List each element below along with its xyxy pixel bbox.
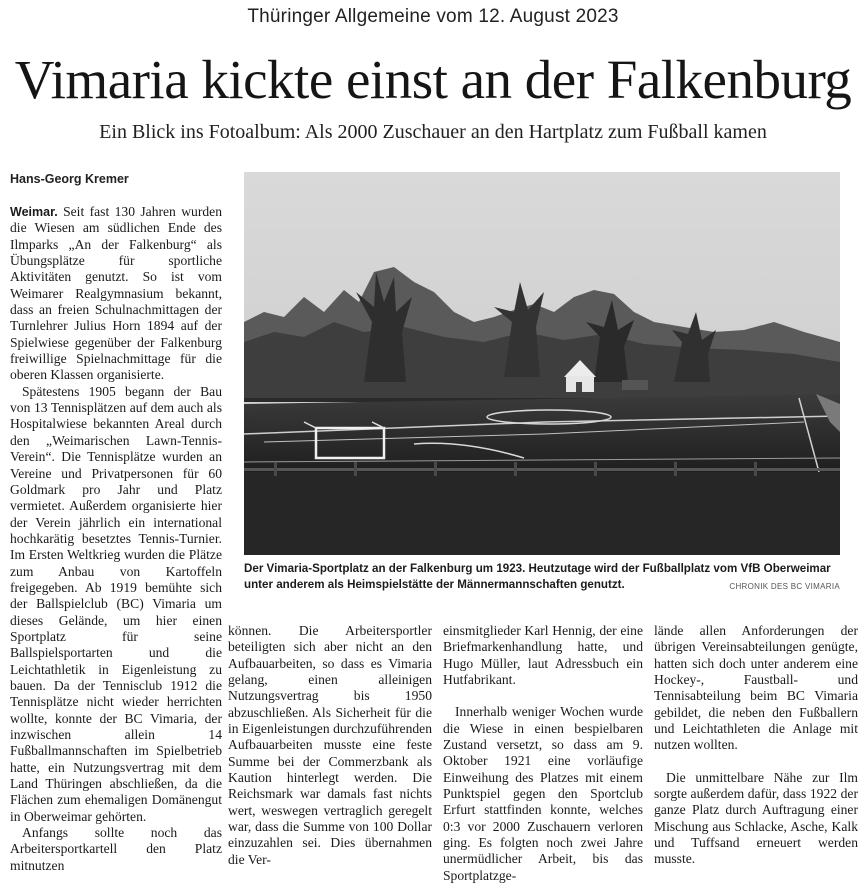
dateline-city: Weimar.: [10, 205, 58, 219]
article-paragraph: einsmitglieder Karl Hennig, der eine Briefmarkenhandlung hatte, und Hugo Müller, laut Adressbuch ein Hutfabrikant.: [443, 623, 643, 688]
article-column-2: [228, 623, 432, 868]
article-column-4: [654, 623, 858, 868]
article-column-3: [443, 623, 643, 884]
article-paragraph: lände allen Anforderungen der übrigen Vereinsabteilungen genügte, hatten sich doch unter anderem eine Hockey-, Faustball- und Tennisabteilung beim BC Vimaria gebildet, die neben den Fußballern und Leichtathleten die Anlage mit nutzen wollten.: [654, 623, 858, 753]
photo-credit: CHRONIK DES BC VIMARIA: [729, 582, 840, 591]
caption-text: Der Vimaria-Sportplatz an der Falkenburg um 1923. Heutzutage wird der Fußballplatz vom VfB Oberweimar unter anderem als Heimspielstätte der Männermannschaften genutzt.: [244, 562, 831, 591]
photo-caption: [244, 561, 840, 593]
source-line: Thüringer Allgemeine vom 12. August 2023: [247, 6, 619, 27]
article-paragraph: Anfangs sollte noch das Arbeitersportkartell den Platz mitnutzen: [10, 825, 222, 873]
paragraph-text: Seit fast 130 Jahren wurden die Wiesen am südlichen Ende des Ilmparks „An der Falkenburg“ als Übungsplätze für sportliche Aktivitäten genutzt. So ist vom Weimarer Realgymnasium bekannt, dass an freien Schulnachmittagen der Turnlehrer Julius Horn 1894 auf der Spielwiese gegenüber der Falkenburg freiwillige Spielnachmittage für die oberen Klassen organisierte.: [10, 204, 222, 383]
article-paragraph: Spätestens 1905 begann der Bau von 13 Tennisplätzen auf dem auch als Hospitalwiese bekannten Areal durch den „Weimarischen Lawn-Tennis-Verein“. Die Tennisplätze wurden an Vereine und Privatpersonen für 60 Goldmark pro Jahr und Platz vermietet. Außerdem organisierte hier der Verein jährlich ein international hochkarätig besetztes Tennis-Turnier. Im Ersten Weltkrieg wurden die Plätze zum Anbau von Kartoffeln freigegeben. Ab 1919 bemühte sich der Ballspielclub (BC) Vimaria um dieses Gelände, um hier einen Sportplatz für seine Ballspielsportarten und die Leichtathletik in Eigenleistung zu bauen. Da der Tennisclub 1912 die Tennisplätze nicht wieder herrichten wollte, konnte der BC Vimaria, der inzwischen allein 14 Fußballmannschaften im Spielbetrieb hatte, ein Nutzungsvertrag mit dem Land Thüringen abschließen, da die Flächen zum ehemaligen Domänengut in Oberweimar gehörten.: [10, 383, 222, 824]
article-paragraph: [10, 204, 222, 384]
subheadline: Ein Blick ins Fotoalbum: Als 2000 Zuschauer an den Hartplatz zum Fußball kamen: [99, 121, 767, 143]
headline: Vimaria kickte einst an der Falkenburg: [14, 49, 852, 110]
article-paragraph: Innerhalb weniger Wochen wurde die Wiese in einen bespielbaren Zustand versetzt, so dass am 9. Oktober 1921 eine vorläufige Einweihung des Platzes mit einem Punktspiel gegen den Sportclub Erfurt stattfinden konnte, welches 0:3 vor 2000 Zuschauern verloren ging. Es folgten noch zwei Jahre unermüdlicher Arbeit, bis das Sportplatzge-: [443, 704, 643, 883]
author-byline: Hans-Georg Kremer: [10, 172, 129, 186]
historic-photo-sportplatz: [244, 172, 840, 555]
article-column-1: [10, 204, 222, 874]
article-paragraph: können. Die Arbeitersportler beteiligten sich aber nicht an den Aufbauarbeiten, so dass es Vimaria gelang, einen alleinigen Nutzungsvertrag bis 1950 abzuschließen. Als Sicherheit für die in Eigenleistungen durchzuführenden Aufbauarbeiten musste eine feste Summe bei der Commerzbank als Kaution hinterlegt werden. Die Reichsmark war damals fast nichts wert, weswegen vertraglich geregelt war, dass die Summe von 100 Dollar einzuzahlen sei. Dies übernahmen die Ver-: [228, 623, 432, 867]
article-paragraph: Die unmittelbare Nähe zur Ilm sorgte außerdem dafür, dass 1922 der ganze Platz durch Auftragung einer Mischung aus Schlacke, Asche, Kalk und Tuffsand erneuert werden musste.: [654, 769, 858, 867]
